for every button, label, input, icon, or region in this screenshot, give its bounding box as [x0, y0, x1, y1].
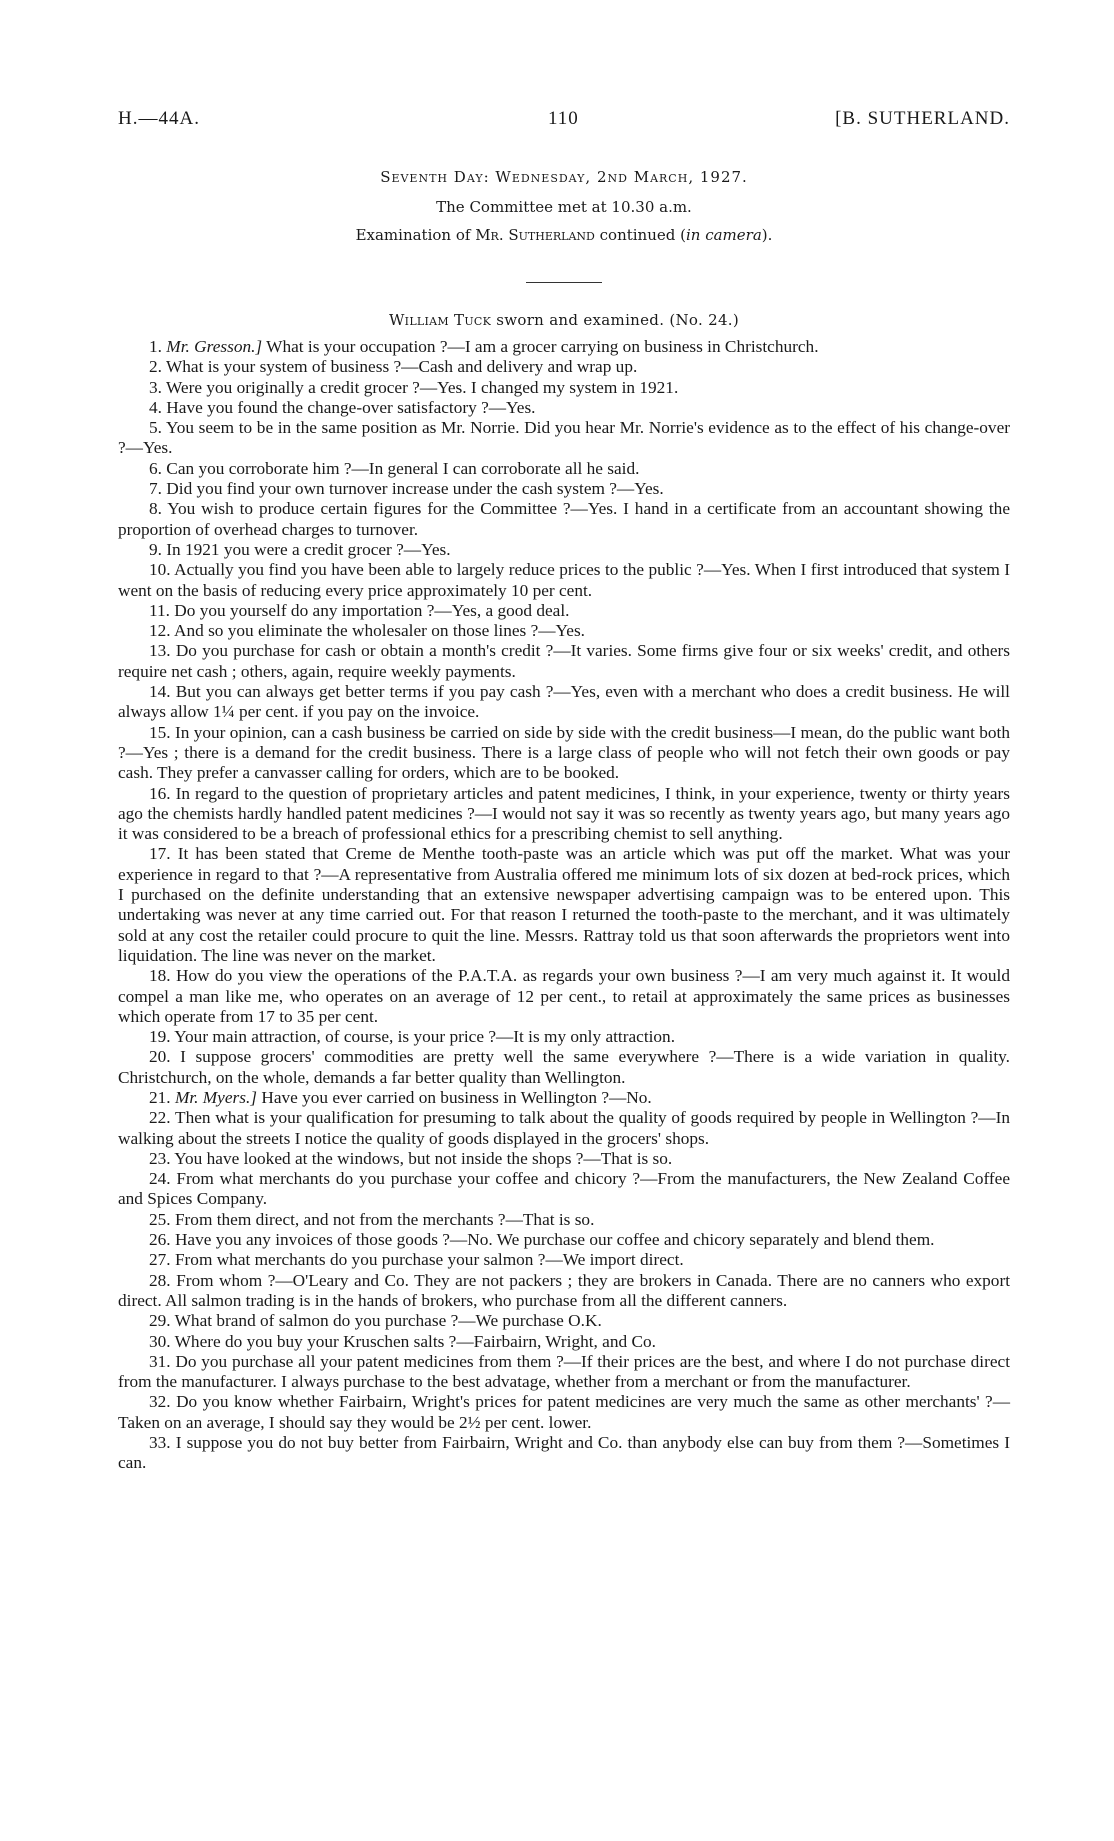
- question-text: In 1921 you were a credit grocer ?—Yes.: [166, 539, 451, 559]
- question-number: 10.: [149, 560, 171, 580]
- section-divider: [526, 282, 602, 283]
- question-paragraph: [118, 1352, 1010, 1393]
- question-paragraph: [118, 621, 1010, 641]
- question-paragraph: [118, 682, 1010, 723]
- question-number: 12.: [149, 621, 171, 641]
- question-paragraph: [118, 1108, 1010, 1149]
- question-text: Then what is your qualification for presuming to talk about the quality of goods required by people in Wellington ?—In walking about the streets I notice the quality of goods displayed in the grocers' shops.: [118, 1108, 1010, 1148]
- questioner-name: Mr. Myers.]: [174, 1087, 258, 1107]
- question-number: 27.: [149, 1250, 171, 1270]
- question-paragraph: [118, 1027, 1010, 1047]
- question-text: Do you yourself do any importation ?—Yes, a good deal.: [174, 600, 570, 620]
- running-header: [118, 108, 1010, 140]
- question-number: 6.: [149, 458, 162, 478]
- question-text: It has been stated that Creme de Menthe tooth-paste was an article which was put off the market. What was your experience in regard to that ?—A representative from Australia offered me minimum lots of six dozen at bed-rock prices, which I purchased on the definite understanding that an extensive newspaper advertising campaign was to be entered upon. This undertaking was never at any time carried out. For that reason I returned the tooth-paste to the merchant, and it was ultimately sold at any cost the retailer could procure to quit the line. Messrs. Rattray told us that soon afterwards the proprietors went into liquidation. The line was never on the market.: [118, 844, 1010, 965]
- question-text: You wish to produce certain figures for the Committee ?—Yes. I hand in a certificate from an accountant showing the proportion of overhead charges to turnover.: [118, 499, 1010, 539]
- sitting-time: The Committee met at 10.30 a.m.: [436, 198, 692, 216]
- question-text: Have you found the change-over satisfactory ?—Yes.: [166, 397, 536, 417]
- question-number: 29.: [149, 1311, 171, 1331]
- examination-line: [118, 226, 1010, 244]
- question-number: 28.: [149, 1270, 171, 1290]
- question-paragraph: [118, 1047, 1010, 1088]
- in-camera-note: in camera: [685, 226, 762, 244]
- document-page: [118, 108, 1010, 1474]
- question-number: 30.: [149, 1331, 171, 1351]
- question-number: 13.: [149, 641, 171, 661]
- question-text: But you can always get better terms if you pay cash ?—Yes, even with a merchant who does a credit business. He will always allow 1¼ per cent. if you pay on the invoice.: [118, 682, 1010, 722]
- examination-middle: continued (: [594, 226, 686, 244]
- question-paragraph: [118, 560, 1010, 601]
- question-answer-list: [118, 337, 1010, 1474]
- question-number: 31.: [149, 1351, 171, 1371]
- question-paragraph: [118, 784, 1010, 845]
- question-text: In your opinion, can a cash business be carried on side by side with the credit business—I mean, do the public want both ?—Yes ; there is a demand for the credit business. There is a large class of people who will not fetch their own goods or pay cash. They prefer a canvasser calling for orders, which are to be booked.: [118, 722, 1011, 783]
- question-text: From what merchants do you purchase your coffee and chicory ?—From the manufacturers, the New Zealand Coffee and Spices Company.: [118, 1169, 1010, 1209]
- question-paragraph: [118, 844, 1010, 966]
- question-number: 4.: [149, 397, 162, 417]
- paper-reference: H.—44A.: [118, 108, 200, 129]
- question-text: What is your system of business ?—Cash and delivery and wrap up.: [165, 357, 638, 377]
- question-paragraph: [118, 540, 1010, 560]
- question-paragraph: [118, 479, 1010, 499]
- question-number: 24.: [149, 1169, 171, 1189]
- question-text: Actually you find you have been able to largely reduce prices to the public ?—Yes. When I first introduced that system I went on the basis of reducing every price approximately 10 per cent.: [118, 560, 1010, 600]
- question-number: 20.: [149, 1047, 171, 1067]
- question-text: Your main attraction, of course, is your price ?—It is my only attraction.: [174, 1027, 676, 1047]
- question-number: 1.: [149, 337, 162, 356]
- questioner-name: Mr. Gresson.]: [166, 337, 263, 356]
- question-paragraph: [118, 459, 1010, 479]
- examination-prefix: Examination of: [355, 226, 476, 244]
- witness-status: sworn and examined. (No. 24.): [491, 311, 740, 329]
- question-number: 5.: [149, 418, 162, 438]
- question-paragraph: [118, 1230, 1010, 1250]
- question-number: 3.: [149, 377, 162, 397]
- witness-heading: [118, 311, 1010, 329]
- question-number: 22.: [149, 1108, 171, 1128]
- question-text: Have you ever carried on business in Wellington ?—No.: [257, 1087, 652, 1107]
- question-text: From them direct, and not from the merchants ?—That is so.: [174, 1209, 595, 1229]
- question-text: I suppose grocers' commodities are pretty well the same everywhere ?—There is a wide variation in quality. Christchurch, on the whole, demands a far better quality than Wellington.: [118, 1047, 1010, 1087]
- question-paragraph: [118, 601, 1010, 621]
- question-number: 32.: [149, 1392, 171, 1412]
- question-paragraph: [118, 357, 1010, 377]
- question-number: 2.: [149, 357, 162, 377]
- question-number: 16.: [149, 783, 171, 803]
- question-number: 15.: [149, 722, 171, 742]
- question-paragraph: [118, 1169, 1010, 1210]
- question-text: From whom ?—O'Leary and Co. They are not packers ; they are brokers in Canada. There are no canners who export direct. All salmon trading is in the hands of brokers, who purchase from all the different canners.: [118, 1270, 1011, 1310]
- day-heading: Seventh Day: Wednesday, 2nd March, 1927.: [380, 168, 748, 186]
- question-paragraph: [118, 1392, 1010, 1433]
- question-number: 21.: [149, 1087, 171, 1107]
- question-text: What brand of salmon do you purchase ?—We purchase O.K.: [174, 1311, 602, 1331]
- question-number: 25.: [149, 1209, 171, 1229]
- question-number: 7.: [149, 479, 162, 499]
- question-number: 18.: [149, 966, 171, 986]
- question-text: From what merchants do you purchase your salmon ?—We import direct.: [174, 1250, 684, 1270]
- examined-person: Mr. Sutherland: [475, 226, 595, 244]
- question-text: How do you view the operations of the P.A.T.A. as regards your own business ?—I am very much against it. It would compel a man like me, who operates on an average of 12 per cent., to retail at approximately the same prices as businesses which operate from 17 to 35 per cent.: [118, 966, 1010, 1026]
- question-paragraph: [118, 1250, 1010, 1270]
- question-paragraph: [118, 1088, 1010, 1108]
- question-text: And so you eliminate the wholesaler on those lines ?—Yes.: [173, 621, 585, 641]
- question-number: 19.: [149, 1027, 171, 1047]
- question-paragraph: [118, 1210, 1010, 1230]
- question-text: Did you find your own turnover increase under the cash system ?—Yes.: [166, 479, 664, 499]
- question-text: You have looked at the windows, but not inside the shops ?—That is so.: [174, 1148, 673, 1168]
- question-number: 23.: [149, 1148, 171, 1168]
- question-text: Do you know whether Fairbairn, Wright's prices for patent medicines are very much the same as other merchants' ?—Taken on an average, I should say they would be 2½ per cent. lower.: [118, 1392, 1010, 1432]
- question-paragraph: [118, 966, 1010, 1027]
- question-text: I suppose you do not buy better from Fairbairn, Wright and Co. than anybody else can buy from them ?—Sometimes I can.: [118, 1433, 1010, 1473]
- question-paragraph: [118, 418, 1010, 459]
- question-paragraph: [118, 723, 1010, 784]
- question-text: Do you purchase for cash or obtain a month's credit ?—It varies. Some firms give four or six weeks' credit, and others require net cash ; others, again, require weekly payments.: [118, 641, 1010, 681]
- question-paragraph: [118, 378, 1010, 398]
- question-paragraph: [118, 499, 1010, 540]
- question-number: 14.: [149, 682, 171, 702]
- question-text: Can you corroborate him ?—In general I can corroborate all he said.: [166, 458, 640, 478]
- examination-suffix: ).: [761, 226, 773, 244]
- question-number: 9.: [149, 539, 162, 559]
- question-number: 26.: [149, 1230, 171, 1250]
- question-text: You seem to be in the same position as Mr. Norrie. Did you hear Mr. Norrie's evidence as to the effect of his change-over ?—Yes.: [118, 418, 1010, 458]
- question-paragraph: [118, 1271, 1010, 1312]
- question-paragraph: [118, 1149, 1010, 1169]
- question-text: Where do you buy your Kruschen salts ?—Fairbairn, Wright, and Co.: [174, 1331, 656, 1351]
- question-number: 8.: [149, 499, 162, 519]
- witness-section-label: [B. SUTHERLAND.: [835, 108, 1010, 129]
- question-paragraph: [118, 398, 1010, 418]
- question-number: 33.: [149, 1433, 171, 1453]
- question-number: 11.: [149, 600, 170, 620]
- question-paragraph: [118, 337, 1010, 357]
- question-text: Were you originally a credit grocer ?—Yes. I changed my system in 1921.: [165, 377, 679, 397]
- question-number: 17.: [149, 844, 171, 864]
- question-text: Do you purchase all your patent medicines from them ?—If their prices are the best, and where I do not purchase direct from the manufacturer. I always purchase to the best advatage, whether from a merchant or from the manufacturer.: [118, 1351, 1010, 1392]
- question-paragraph: [118, 1433, 1010, 1474]
- question-text: Have you any invoices of those goods ?—No. We purchase our coffee and chicory separately and blend them.: [174, 1230, 935, 1250]
- question-text: What is your occupation ?—I am a grocer carrying on business in Christchurch.: [262, 337, 819, 356]
- question-paragraph: [118, 641, 1010, 682]
- page-number: 110: [548, 108, 579, 129]
- question-paragraph: [118, 1311, 1010, 1331]
- question-paragraph: [118, 1332, 1010, 1352]
- question-text: In regard to the question of proprietary articles and patent medicines, I think, in your experience, twenty or thirty years ago the chemists hardly handled patent medicines ?—I would not say it was so recently as twenty years ago, but many years ago it was considered to be a breach of professional ethics for a prescribing chemist to sell anything.: [118, 783, 1010, 844]
- witness-name: William Tuck: [388, 311, 492, 329]
